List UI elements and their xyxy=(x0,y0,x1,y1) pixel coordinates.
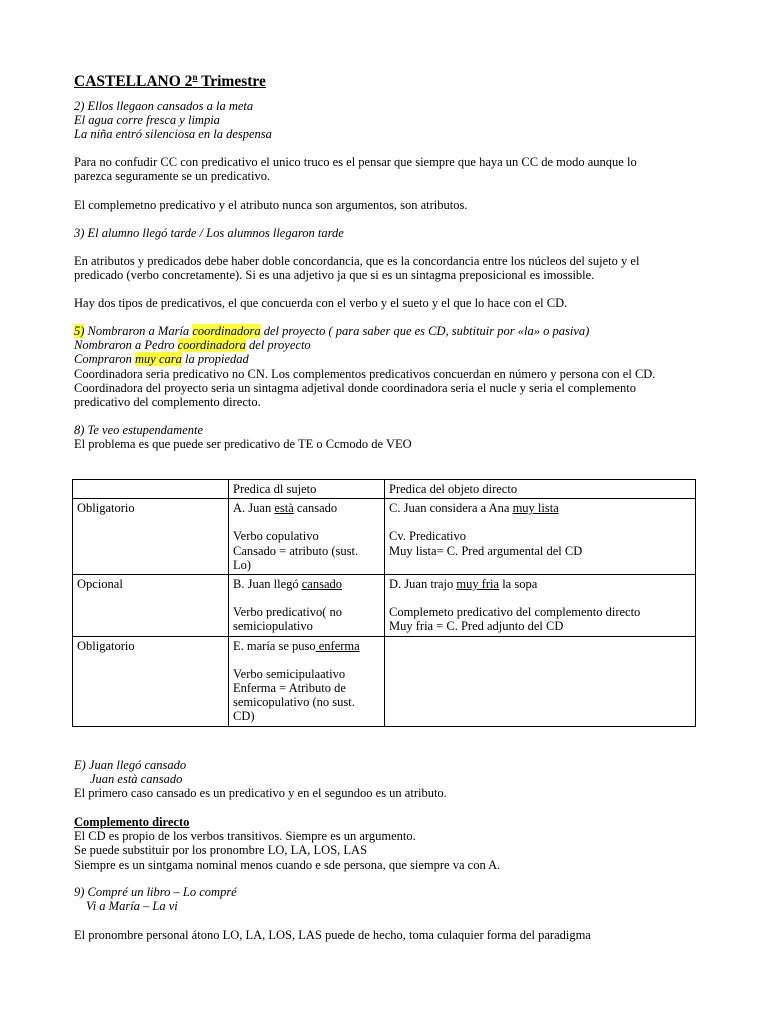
paragraph-pronoun: El pronombre personal átono LO, LA, LOS, LAS puede de hecho, toma culaquier forma del paradigma xyxy=(74,928,591,942)
paragraph-line: parezca seguramente se un predicativo. xyxy=(74,169,271,184)
table-cell: C. Juan considera a Ana muy lista Cv. Predicativo Muy lista= C. Pred argumental del CD xyxy=(385,499,696,575)
example-9: 9) Compré un libro – Lo compré Vi a María – La vi xyxy=(74,885,237,914)
example-3: 3) El alumno llegó tarde / Los alumnos llegaron tarde xyxy=(74,226,344,240)
paragraph-concordance xyxy=(74,254,704,282)
highlight-word: muy cara xyxy=(135,352,182,367)
example-line: El agua corre fresca y limpia xyxy=(74,113,220,128)
section-heading: Complemento directo xyxy=(74,815,190,829)
table-cell xyxy=(385,636,696,726)
example-2 xyxy=(74,99,704,142)
paragraph-line: predicado (verbo concretamente). Si es una adjetivo ja que si es un sintagma preposicional es imossible. xyxy=(74,268,595,283)
table-row xyxy=(73,636,696,726)
table-cell: B. Juan llegó cansado Verbo predicativo( no semiciopulativo xyxy=(229,575,385,637)
highlight-word: coordinadora xyxy=(177,338,246,353)
highlight-word: coordinadora xyxy=(192,324,261,338)
paragraph-line: Para no confudir CC con predicativo el unico truco es el pensar que siempre que haya un CC de modo aunque lo xyxy=(74,155,637,169)
table-cell: D. Juan trajo muy fria la sopa Complemeto predicativo del complemento directo Muy fria = C. Pred adjunto del CD xyxy=(385,575,696,637)
page-title xyxy=(74,68,704,91)
example-e: E) Juan llegó cansado Juan està cansado El primero caso cansado es un predicativo y en el segundoo es un atributo. xyxy=(74,758,447,801)
table-cell: E. maría se puso enferma Verbo semicipulaativo Enferma = Atributo de semicopulativo (no sust. CD) xyxy=(229,636,385,726)
paragraph-cc xyxy=(74,155,704,183)
paragraph-attributes: El complemetno predicativo y el atributo nunca son argumentos, son atributos. xyxy=(74,198,468,212)
table-cell: Obligatorio xyxy=(73,499,229,575)
table-header-row xyxy=(73,480,696,499)
paragraph-line: Coordinadora seria predicativo no CN. Los complementos predicativos concuerdan en número y persona con el CD. xyxy=(74,366,656,381)
predicative-table xyxy=(72,479,696,727)
paragraph-types: Hay dos tipos de predicativos, el que concuerda con el verbo y el sueto y el que lo hace con el CD. xyxy=(74,296,568,310)
table-header-cell: Predica dl sujeto xyxy=(229,480,385,499)
cd-section: Complemento directo El CD es propio de los verbos transitivos. Siempre es un argumento. Se puede substituir por los pronombre LO, LA, LOS, LAS Siempre es un sintgama nominal menos cuando e sde persona, que siempre va con A. xyxy=(74,815,704,872)
title-superscript: n xyxy=(192,72,198,82)
example-line: 2) Ellos llegaon cansados a la meta xyxy=(74,99,254,113)
table-header-cell: Predica del objeto directo xyxy=(385,480,696,499)
title-rest: Trimestre xyxy=(201,73,266,90)
paragraph-line: En atributos y predicados debe haber doble concordancia, que es la concordancia entre los núcleos del sujeto y el xyxy=(74,254,640,268)
highlight-number: 5) xyxy=(74,324,85,338)
example-5: 5) Nombraron a María coordinadora del proyecto ( para saber que es CD, subtituir por «la» o pasiva) Nombraron a Pedro coordinadora del proyecto Compraron muy cara la propiedad Coordinadora seria predicativo no CN. Los complementos predicativos concuerdan en número y persona con el CD. Coordinadora del proyecto seria un sintagma adjetival donde coordinadora seria el nucle y seria el complemento predicativo del complemento directo. xyxy=(74,324,704,409)
table-row xyxy=(73,575,696,637)
example-8: 8) Te veo estupendamente El problema es que puede ser predicativo de TE o Ccmodo de VEO xyxy=(74,423,412,452)
example-line: La niña entró silenciosa en la despensa xyxy=(74,127,272,142)
title-main: CASTELLANO 2 xyxy=(74,73,193,90)
table-header-cell xyxy=(73,480,229,499)
table-row xyxy=(73,499,696,575)
paragraph-line: predicativo del complemento directo. xyxy=(74,395,261,410)
table-cell: A. Juan està cansado Verbo copulativo Cansado = atributo (sust. Lo) xyxy=(229,499,385,575)
table-cell: Obligatorio xyxy=(73,636,229,726)
table-cell: Opcional xyxy=(73,575,229,637)
paragraph-line: Coordinadora del proyecto seria un sintagma adjetival donde coordinadora seria el nucle y seria el complemento xyxy=(74,380,636,395)
